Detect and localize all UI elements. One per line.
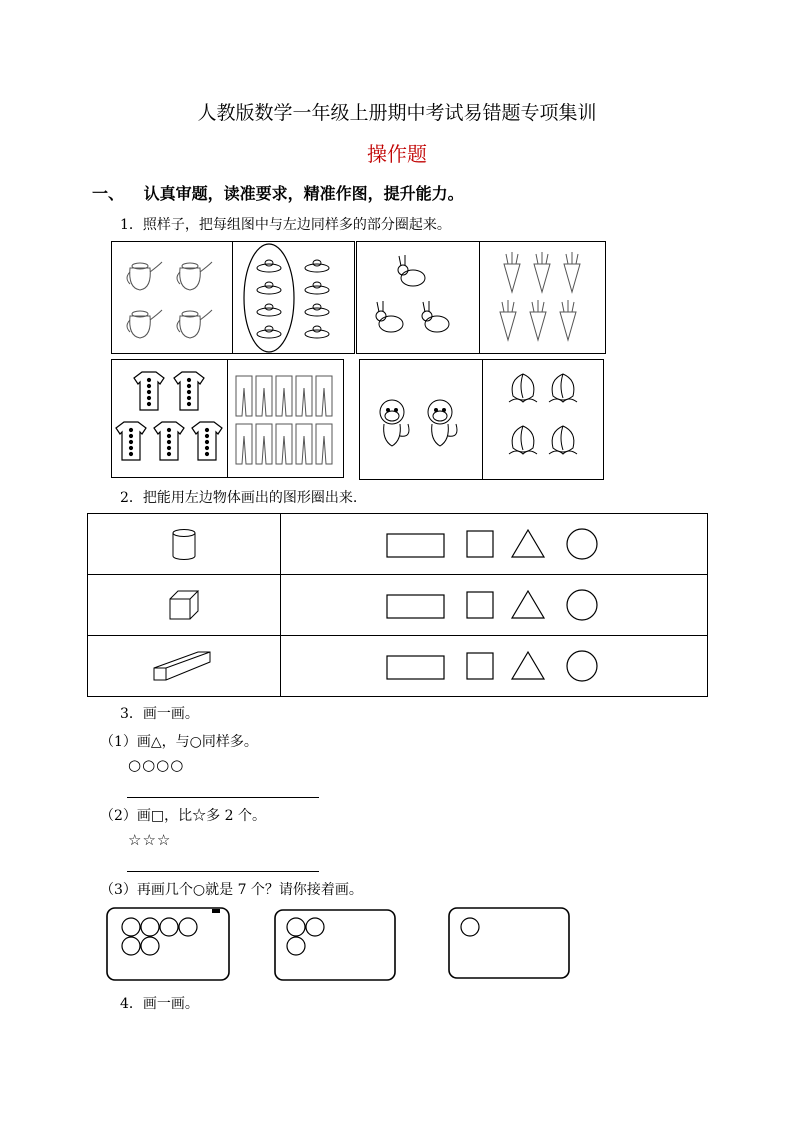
circle-shape[interactable] <box>567 651 597 681</box>
q3-part-1-circles: ○○○○ <box>128 756 185 774</box>
monkey-icon <box>360 360 482 479</box>
question-3-text: 画一画。 <box>142 706 199 722</box>
page-subtitle: 操作题 <box>367 142 427 166</box>
triangle-shape[interactable] <box>512 652 544 679</box>
shape-options <box>385 650 705 686</box>
question-3 <box>120 703 199 723</box>
question-2 <box>120 487 357 507</box>
peach-icon <box>483 360 603 479</box>
page-title: 人教版数学一年级上册期中考试易错题专项集训 <box>197 102 597 124</box>
question-3-number: 3． <box>120 706 143 722</box>
table-row <box>88 514 707 575</box>
drawing-box-2[interactable] <box>272 907 400 983</box>
teapots-panel <box>111 241 233 354</box>
triangle-shape[interactable] <box>512 591 544 618</box>
section-text: 认真审题，读准要求，精准作图，提升能力。 <box>143 184 464 203</box>
answer-line[interactable] <box>127 871 319 872</box>
q3-part-2-label: （2）画□，比☆多 2 个。 <box>100 808 266 824</box>
monkeys-panel <box>359 359 483 480</box>
square-shape[interactable] <box>467 653 493 679</box>
shape-options <box>385 589 705 625</box>
carrots-panel <box>479 241 606 354</box>
rectangle-shape[interactable] <box>387 656 444 679</box>
drawing-box-3[interactable] <box>446 905 574 981</box>
cuboid-icon <box>152 644 214 688</box>
rabbits-panel <box>356 241 480 354</box>
question-4-text: 画一画。 <box>142 996 199 1012</box>
circle-shape[interactable] <box>567 590 597 620</box>
shape-options <box>385 528 705 564</box>
pants-panel <box>227 359 344 478</box>
cube-icon <box>168 589 202 623</box>
question-2-text: 把能用左边物体画出的图形圈出来. <box>142 490 358 506</box>
question-1-text: 照样子，把每组图中与左边同样多的部分圈起来。 <box>142 217 451 233</box>
shirt-icon <box>112 360 227 477</box>
cylinder-icon <box>170 528 200 562</box>
question-4 <box>120 993 199 1013</box>
shirts-panel <box>111 359 228 478</box>
shapes-table <box>87 513 708 697</box>
question-2-number: 2． <box>120 490 143 506</box>
q3-part-2-stars: ☆☆☆ <box>128 831 172 849</box>
rectangle-shape[interactable] <box>387 534 444 557</box>
section-number: 一、 <box>92 184 125 203</box>
square-shape[interactable] <box>467 531 493 557</box>
circle-shape[interactable] <box>567 529 597 559</box>
plate-icon <box>233 242 354 353</box>
square-shape[interactable] <box>467 592 493 618</box>
question-4-number: 4． <box>120 996 143 1012</box>
q3-part-1-label: （1）画△，与○同样多。 <box>100 734 258 750</box>
plates-panel <box>232 241 355 354</box>
rectangle-shape[interactable] <box>387 595 444 618</box>
answer-line[interactable] <box>127 797 319 798</box>
rabbit-icon <box>357 242 479 353</box>
teapot-icon <box>112 242 232 353</box>
drawing-box-1[interactable] <box>104 905 234 983</box>
section-heading <box>92 181 464 204</box>
peaches-panel <box>482 359 604 480</box>
table-row <box>88 575 707 636</box>
pants-icon <box>228 360 343 477</box>
carrot-icon <box>480 242 605 353</box>
q3-part-3-label: （3）再画几个○就是 7 个？请你接着画。 <box>100 882 363 898</box>
question-1-number: 1． <box>120 217 143 233</box>
triangle-shape[interactable] <box>512 530 544 557</box>
table-row <box>88 636 707 697</box>
question-1 <box>120 214 451 234</box>
